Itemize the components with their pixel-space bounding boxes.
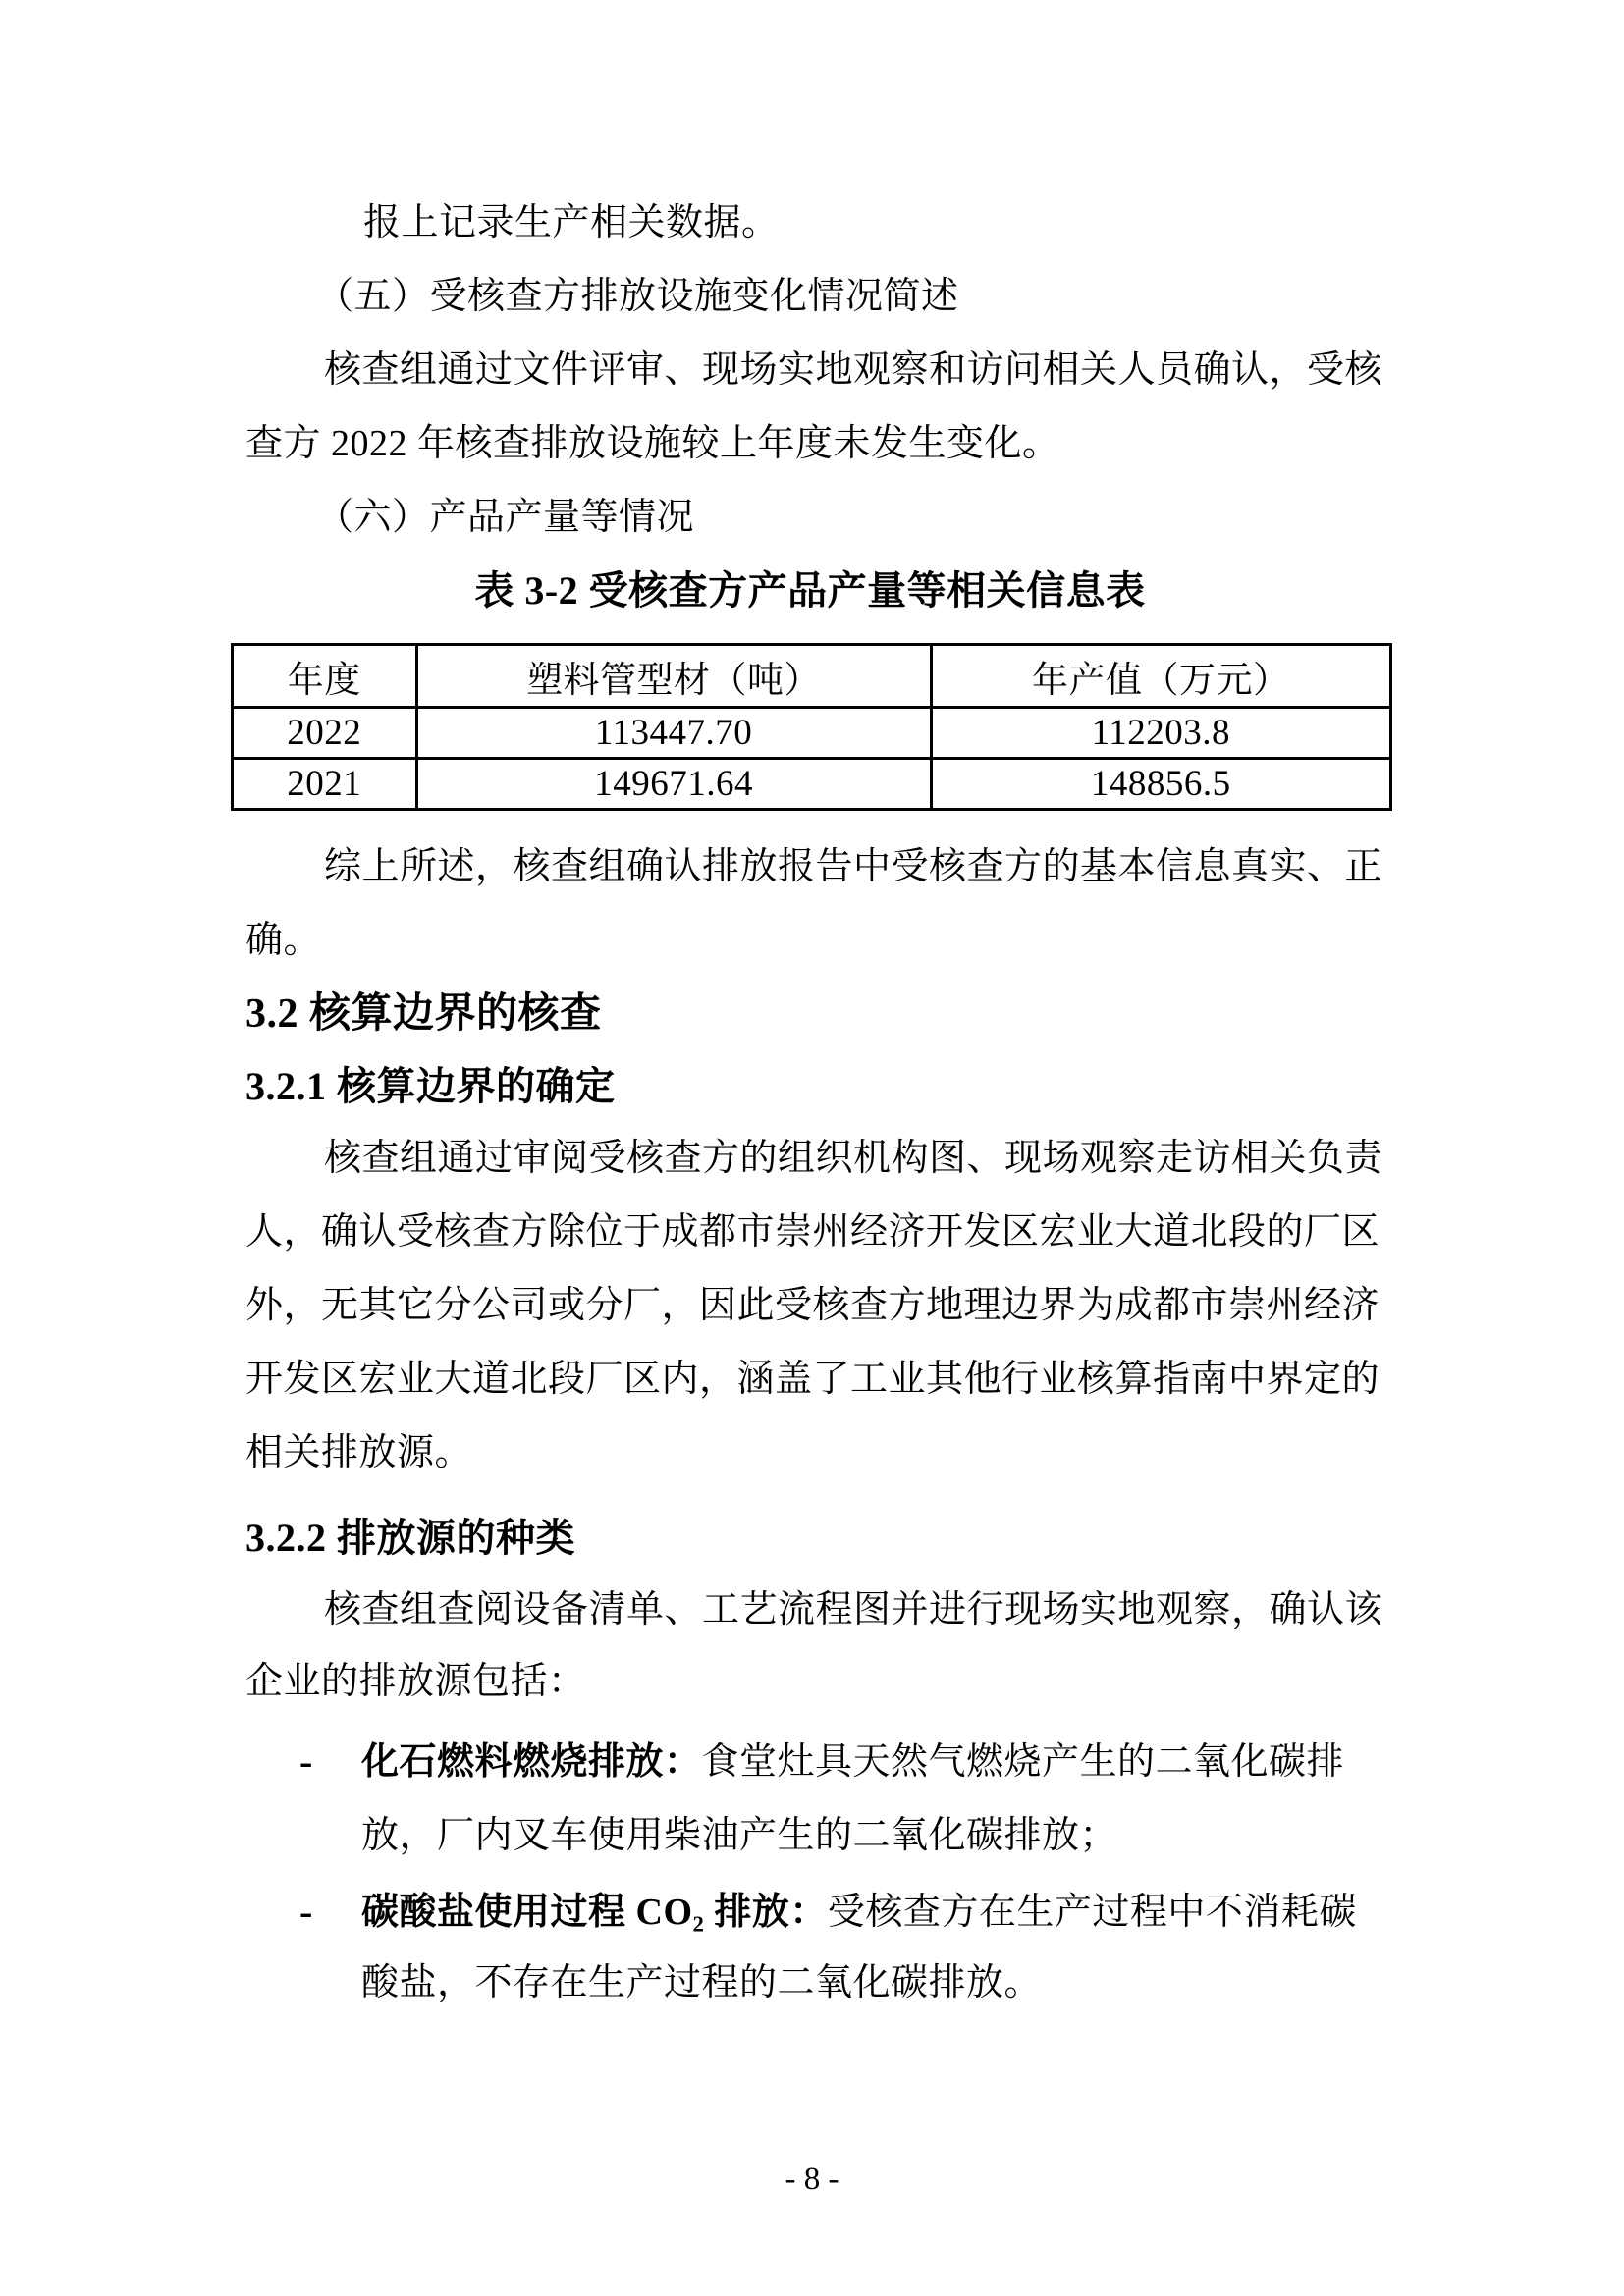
- cell-output-2021: 149671.64: [416, 759, 931, 810]
- cell-value-2021: 148856.5: [931, 759, 1390, 810]
- bullet-2-line-2: 酸盐，不存在生产过程的二氧化碳排放。: [361, 1962, 1043, 2003]
- col-header-annual-output-value: 年产值（万元）: [931, 645, 1390, 708]
- bullet-1-line-2: 放，厂内叉车使用柴油产生的二氧化碳排放；: [361, 1815, 1118, 1856]
- bullet-2-line-1: [361, 1891, 1357, 1934]
- para-3-2-2-line-2: 企业的排放源包括：: [245, 1661, 586, 1702]
- section-5-heading: （五）受核查方排放设施变化情况简述: [316, 276, 959, 317]
- carryover-line: 报上记录生产相关数据。: [363, 202, 780, 243]
- bullet-2-rest: 受核查方在生产过程中不消耗碳: [827, 1892, 1357, 1933]
- section-5-para-line-2: 查方 2022 年核查排放设施较上年度未发生变化。: [245, 423, 1060, 464]
- heading-3-2: 3.2 核算边界的核查: [245, 991, 602, 1037]
- page-number: - 8 -: [785, 2162, 839, 2197]
- para-3-2-1-line-5: 相关排放源。: [245, 1432, 473, 1473]
- section-5-para-line-1: 核查组通过文件评审、现场实地观察和访问相关人员确认，受核: [324, 349, 1383, 391]
- bullet-1-line-1: [361, 1740, 1344, 1784]
- bullet-1-lead: 化石燃料燃烧排放：: [361, 1741, 702, 1783]
- bullet-1-rest: 食堂灶具天然气燃烧产生的二氧化碳排: [701, 1741, 1345, 1783]
- para-3-2-1-line-1: 核查组通过审阅受核查方的组织机构图、现场观察走访相关负责: [324, 1138, 1383, 1179]
- summary-line-1: 综上所述，核查组确认排放报告中受核查方的基本信息真实、正: [324, 846, 1383, 887]
- para-3-2-2-line-1: 核查组查阅设备清单、工艺流程图并进行现场实地观察，确认该: [324, 1589, 1383, 1630]
- heading-3-2-2: 3.2.2 排放源的种类: [245, 1516, 575, 1560]
- table-row: [233, 708, 1391, 759]
- heading-3-2-1: 3.2.1 核算边界的确定: [245, 1064, 616, 1108]
- table-3-2: [231, 643, 1392, 811]
- para-3-2-1-line-4: 开发区宏业大道北段厂区内，涵盖了工业其他行业核算指南中界定的: [245, 1359, 1380, 1400]
- col-header-plastic-pipe-output: 塑料管型材（吨）: [416, 645, 931, 708]
- table-row: [233, 759, 1391, 810]
- section-6-heading: （六）产品产量等情况: [316, 497, 695, 538]
- bullet-dash-marker: -: [299, 1739, 313, 1784]
- cell-value-2022: 112203.8: [931, 708, 1390, 759]
- para-3-2-1-line-2: 人，确认受核查方除位于成都市崇州经济开发区宏业大道北段的厂区: [245, 1211, 1380, 1253]
- summary-line-2: 确。: [245, 920, 322, 961]
- cell-year-2021: 2021: [233, 759, 417, 810]
- bullet-2-lead: 碳酸盐使用过程 CO₂ 排放：: [361, 1892, 828, 1933]
- cell-year-2022: 2022: [233, 708, 417, 759]
- table-header-row: [233, 645, 1391, 708]
- table-3-2-title: 表 3-2 受核查方产品产量等相关信息表: [474, 568, 1146, 613]
- col-header-year: 年度: [233, 645, 417, 708]
- bullet-dash-marker: -: [299, 1890, 313, 1934]
- cell-output-2022: 113447.70: [416, 708, 931, 759]
- para-3-2-1-line-3: 外，无其它分公司或分厂，因此受核查方地理边界为成都市崇州经济: [245, 1285, 1380, 1326]
